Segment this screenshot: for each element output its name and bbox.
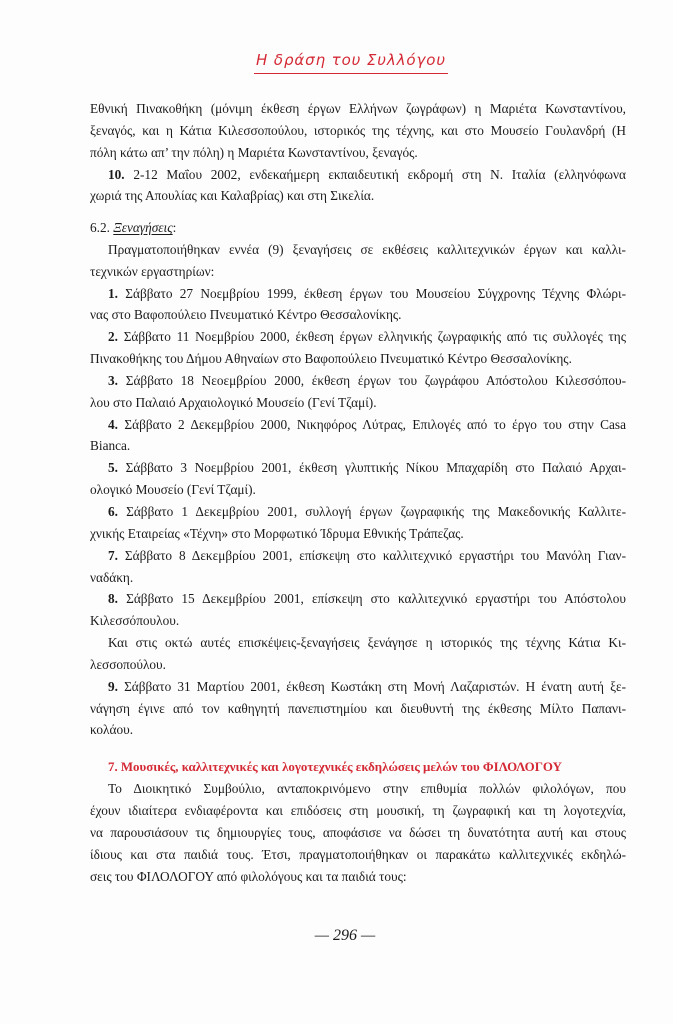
- paragraph: [90, 98, 626, 164]
- tour-item: [90, 414, 626, 458]
- text-line: κολάου.: [90, 722, 134, 738]
- text-line: [90, 283, 626, 305]
- item-text: Σάββατο 2 Δεκεμβρίου 2000, Νικηφόρος Λύτρας, Επιλογές από το έργο του στην Casa: [124, 416, 627, 432]
- tour-item: [90, 545, 626, 589]
- text-line: Πραγματοποιήθηκαν εννέα (9) ξεναγήσεις σε εκθέσεις καλλιτεχνικών έργων και καλλι-: [108, 241, 626, 257]
- item-text: Σάββατο 18 Νεοεμβρίου 2000, έκθεση έργων του ζωγράφου Απόστολου Κιλεσσόπου-: [125, 372, 626, 388]
- subsection-title: Ξεναγήσεις: [113, 220, 173, 235]
- tour-item: [90, 501, 626, 545]
- text-line: Και στις οκτώ αυτές επισκέψεις-ξεναγήσεις ξενάγησε η ιστορικός της τέχνης Κάτια Κι-: [108, 635, 626, 651]
- text-line: να παρουσιάσουν τις δημιουργίες τους, αποφάσισε να δώσει τη δυνατότητα αυτή και στους: [90, 825, 626, 840]
- item-text: Σάββατο 1 Δεκεμβρίου 2001, συλλογή έργων ζωγραφικής της Μακεδονικής Καλλιτε-: [126, 503, 626, 519]
- subsection-title-suffix: :: [172, 220, 177, 235]
- page-number: — 296 —: [314, 927, 376, 944]
- item-number: 6.: [108, 503, 118, 519]
- text-line: Πινακοθήκης του Δήμου Αθηναίων στο Βαφοπούλειο Πνευματικό Κέντρο Θεσσαλονίκης.: [90, 351, 572, 367]
- tour-item: [90, 370, 626, 414]
- paragraph: [90, 239, 626, 283]
- list-item: [90, 164, 626, 208]
- text-line: νας στο Βαφοπούλειο Πνευματικό Κέντρο Θεσσαλονίκης.: [90, 307, 402, 323]
- text-line: νάγηση έγινε από τον καθηγητή πανεπιστημίου και διευθυντή της έκθεσης Μίλτο Παπανι-: [90, 700, 626, 716]
- subsection-6-2: [90, 217, 626, 741]
- previous-section-tail: [90, 98, 626, 207]
- tour-item: [90, 283, 626, 327]
- running-header: [0, 50, 673, 74]
- text-line: Το Διοικητικό Συμβούλιο, ανταποκρινόμενο στην επιθυμία πολλών φιλολόγων, που: [108, 781, 626, 796]
- tour-item: [90, 326, 626, 370]
- text-line: [90, 676, 626, 698]
- text-line: ίδιους και στα παιδιά τους. Έτσι, πραγματοποιήθηκαν οι παρακάτω καλλιτεχνικές εκδηλώ-: [90, 847, 626, 862]
- item-number: 5.: [108, 460, 118, 476]
- text-line: [90, 545, 626, 567]
- paragraph: [90, 778, 626, 888]
- tour-item: [90, 588, 626, 632]
- text-line: ξεναγός, και η Κάτια Κιλεσσοπούλου, ιστορικός της τέχνης, και στο Μουσείο Γουλανδρή (Η: [90, 122, 626, 138]
- text-line: τεχνικών εργαστηρίων:: [90, 263, 215, 279]
- item-text: Σάββατο 3 Νοεμβρίου 2001, έκθεση γλυπτικής Νίκου Μπαχαρίδη στο Παλαιό Αρχαι-: [125, 460, 627, 476]
- item-text: 2-12 Μαΐου 2002, ενδεκαήμερη εκπαιδευτική εκδρομή στη Ν. Ιταλία (ελληνόφωνα: [133, 166, 626, 182]
- paragraph: [90, 632, 626, 676]
- text-line: έχουν ιδιαίτερα ενδιαφέροντα και επιδόσεις στη μουσική, τη ζωγραφική και τη λογοτεχνία,: [90, 803, 626, 818]
- section-heading: 7. Μουσικές, καλλιτεχνικές και λογοτεχνικές εκδηλώσεις μελών του ΦΙΛΟΛΟΓΟΥ: [108, 760, 562, 774]
- item-number: 8.: [108, 591, 118, 607]
- item-number: 7.: [108, 547, 118, 563]
- text-line: Εθνική Πινακοθήκη (μόνιμη έκθεση έργων Ελλήνων ζωγράφων) η Μαριέτα Κωνσταντίνου,: [90, 101, 626, 116]
- item-text: Σάββατο 27 Νοεμβρίου 1999, έκθεση έργων του Μουσείου Σύγχρονης Τέχνης Φλώρι-: [125, 285, 627, 301]
- text-line: [90, 326, 626, 348]
- subsection-number: 6.2.: [90, 220, 110, 235]
- text-line: σεις του ΦΙΛΟΛΟΓΟΥ από φιλολόγους και τα παιδιά τους:: [90, 869, 407, 884]
- text-line: [90, 414, 626, 436]
- text-line: πόλη κάτω απ’ την πόλη) η Μαριέτα Κωνσταντίνου, ξεναγός.: [90, 144, 418, 160]
- text-line: [90, 370, 626, 392]
- item-text: Σάββατο 31 Μαρτίου 2001, έκθεση Κωστάκη στη Μονή Λαζαριστών. Η ένατη αυτή ξε-: [124, 678, 627, 694]
- item-number: 1.: [108, 285, 118, 301]
- text-line: Κιλεσσόπουλου.: [90, 613, 180, 629]
- text-line: χνικής Εταιρείας «Τέχνη» στο Μορφωτικό Ίδρυμα Εθνικής Τράπεζας.: [90, 525, 464, 541]
- tour-item: [90, 457, 626, 501]
- item-number: 9.: [108, 678, 118, 694]
- text-line: ναδάκη.: [90, 569, 134, 585]
- item-text: Σάββατο 8 Δεκεμβρίου 2001, επίσκεψη στο καλλιτεχνικό εργαστήρι του Μανόλη Γιαν-: [124, 547, 626, 563]
- text-line: [90, 501, 626, 523]
- item-number: 2.: [108, 329, 118, 345]
- item-text: Σάββατο 11 Νοεμβρίου 2000, έκθεση έργων ελληνικής ζωγραφικής από τις συλλογές της: [123, 329, 626, 345]
- tour-item: [90, 676, 626, 742]
- text-line: λεσσοπούλου.: [90, 656, 166, 672]
- text-line: Bianca.: [90, 438, 131, 454]
- running-header-title: Η δράση του Συλλόγου: [254, 50, 448, 74]
- item-number: 4.: [108, 416, 118, 432]
- subsection-heading: [90, 217, 626, 239]
- item-number: 3.: [108, 372, 118, 388]
- text-line: [90, 588, 626, 610]
- text-line: [90, 164, 626, 186]
- text-line: ολογικό Μουσείο (Γενί Τζαμί).: [90, 482, 256, 498]
- text-line: χωριά της Απουλίας και Καλαβρίας) και στη Σικελία.: [90, 188, 375, 204]
- section-7: [90, 756, 626, 888]
- text-line: [90, 457, 626, 479]
- text-line: λου στο Παλαιό Αρχαιολογικό Μουσείο (Γενί Τζαμί).: [90, 394, 377, 410]
- item-text: Σάββατο 15 Δεκεμβρίου 2001, επίσκεψη στο καλλιτεχνικό εργαστήρι του Απόστολου: [126, 591, 626, 607]
- item-number: 10.: [108, 166, 125, 182]
